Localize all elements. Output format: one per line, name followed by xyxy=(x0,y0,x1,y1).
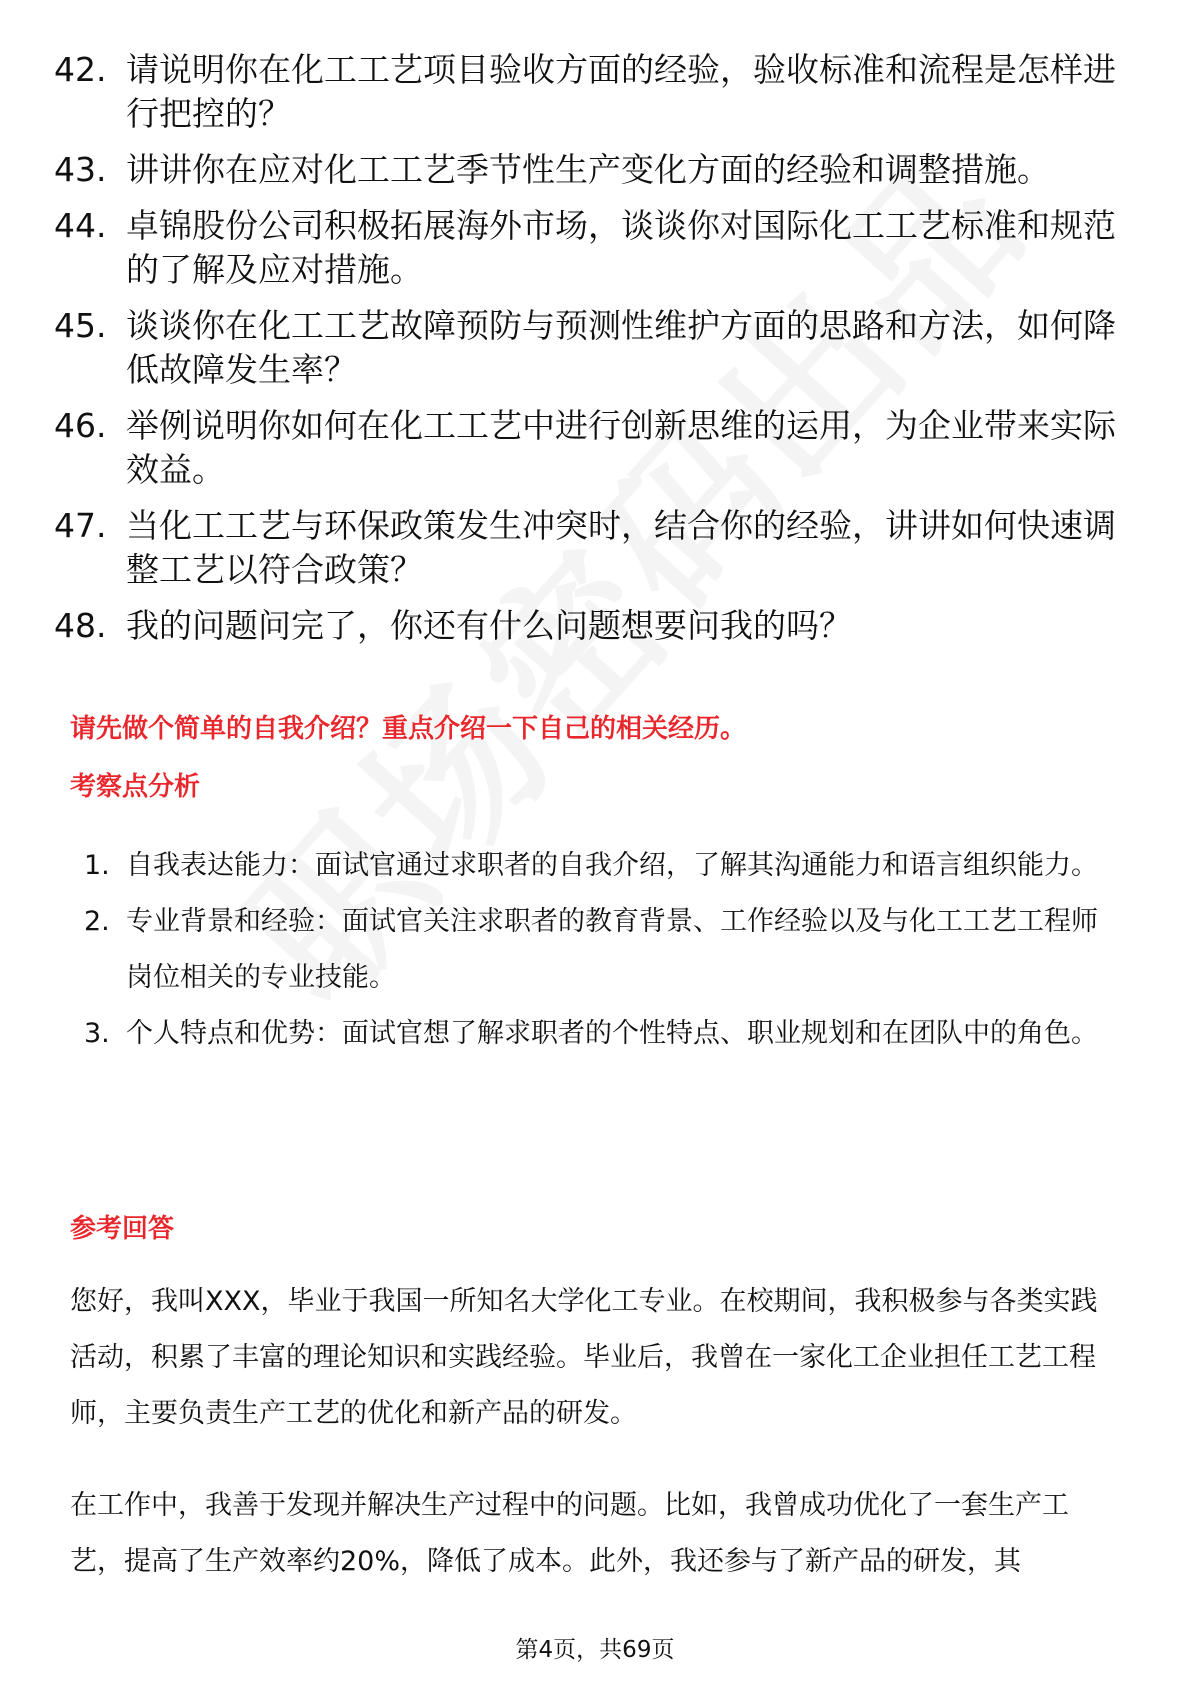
analysis-point xyxy=(84,894,1124,1006)
featured-question-heading: 请先做个简单的自我介绍？重点介绍一下自己的相关经历。 xyxy=(70,714,747,744)
question-number: 48. xyxy=(54,606,107,645)
analysis-text: 自我表达能力：面试官通过求职者的自我介绍，了解其沟通能力和语言组织能力。 xyxy=(126,850,1098,881)
analysis-heading: 考察点分析 xyxy=(70,772,201,802)
analysis-number: 2. xyxy=(84,906,110,937)
question-text: 我的问题问完了，你还有什么问题想要问我的吗？ xyxy=(126,606,852,645)
question-item xyxy=(54,148,1134,192)
question-item xyxy=(54,204,1134,292)
question-number: 43. xyxy=(54,150,107,189)
question-text: 卓锦股份公司积极拓展海外市场，谈谈你对国际化工工艺标准和规范的了解及应对措施。 xyxy=(126,206,1116,289)
analysis-number: 1. xyxy=(84,850,110,881)
question-text: 请说明你在化工工艺项目验收方面的经验，验收标准和流程是怎样进行把控的？ xyxy=(126,50,1116,133)
question-number: 45. xyxy=(54,306,107,345)
answer-paragraph: 在工作中，我善于发现并解决生产过程中的问题。比如，我曾成功优化了一套生产工艺，提高了生产效率约20%，降低了成本。此外，我还参与了新产品的研发，其 xyxy=(70,1490,1069,1577)
analysis-number: 3. xyxy=(84,1018,110,1049)
question-item xyxy=(54,604,1134,648)
question-text: 讲讲你在应对化工工艺季节性生产变化方面的经验和调整措施。 xyxy=(126,150,1050,189)
answer-heading: 参考回答 xyxy=(70,1214,175,1244)
question-text: 谈谈你在化工工艺故障预防与预测性维护方面的思路和方法，如何降低故障发生率？ xyxy=(126,306,1116,389)
question-number: 47. xyxy=(54,506,107,545)
question-text: 举例说明你如何在化工工艺中进行创新思维的运用，为企业带来实际效益。 xyxy=(126,406,1116,489)
answer-paragraph: 您好，我叫XXX，毕业于我国一所知名大学化工专业。在校期间，我积极参与各类实践活动，积累了丰富的理论知识和实践经验。毕业后，我曾在一家化工企业担任工艺工程师，主要负责生产工艺的优化和新产品的研发。 xyxy=(70,1286,1098,1429)
question-item xyxy=(54,304,1134,392)
analysis-point xyxy=(84,838,1124,894)
question-list xyxy=(54,48,1134,660)
question-number: 46. xyxy=(54,406,107,445)
question-item xyxy=(54,404,1134,492)
analysis-list xyxy=(84,838,1124,1062)
analysis-point xyxy=(84,1006,1124,1062)
analysis-text: 个人特点和优势：面试官想了解求职者的个性特点、职业规划和在团队中的角色。 xyxy=(126,1018,1098,1049)
question-item xyxy=(54,48,1134,136)
question-number: 42. xyxy=(54,50,107,89)
page-footer: 第4页，共69页 xyxy=(515,1637,675,1663)
question-number: 44. xyxy=(54,206,107,245)
question-text: 当化工工艺与环保政策发生冲突时，结合你的经验，讲讲如何快速调整工艺以符合政策？ xyxy=(126,506,1116,589)
question-item xyxy=(54,504,1134,592)
analysis-text: 专业背景和经验：面试官关注求职者的教育背景、工作经验以及与化工工艺工程师岗位相关的专业技能。 xyxy=(126,906,1098,993)
